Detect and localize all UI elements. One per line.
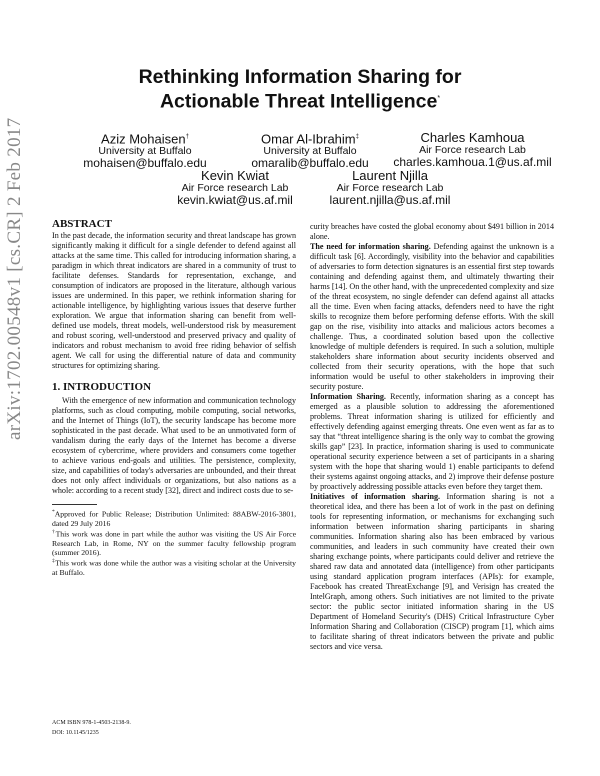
author-affiliation: Air Force research Lab [181,182,289,194]
abstract-heading: ABSTRACT [52,218,112,230]
abstract-text: In the past decade, the information security and threat landscape has grown significantly making it difficult for a single defender to defend against all attacks at the same time. This called for introducing information sharing, a paradigm in which threat indicators are shared in a community of trust to facilitate defenses. Standards for representation, exchange, and consumption of indicators are proposed in the literature, although various issues are undermined. In this paper, we rethink information sharing for actionable intelligence, by highlighting various issues that deserve further exploration. We argue that information sharing can benefit from well-defined use models, threat models, well-understood risk by measurement and robust scoring, well-understood and preserved privacy and quality of indicators and robust mechanism to avoid free riding behavior of selfish agent. We call for using the differential nature of data and community structures for optimizing sharing. [52,231,296,370]
footnote-1 [52,508,296,528]
author-affiliation: Air Force research Lab [336,182,444,194]
author-email: charles.kamhoua.1@us.af.mil [393,155,552,169]
init-paragraph [310,492,554,652]
need-heading: The need for information sharing. [310,242,431,251]
author-2 [225,130,395,170]
author-1 [60,130,230,170]
footnote-mark: † [52,528,56,535]
footnote-3 [52,557,296,577]
author-name: Aziz Mohaisen [101,131,186,147]
init-text: Information sharing is not a theoretical idea, and there has been a lot of work in the past on defining tools for representing information, or mechanisms for exchanging such information between information sharing participants in sharing communities. Information sharing also has been embraced by various communities, and leaders in such community have created their own sharing exchange points, where participants could deliver and retrieve the shared raw data and annotated data (intelligence) from other participants using standard application program interfaces (APIs): for example, Facebook has created ThreatExchange [9], and Verisign has created the IntelGraph, among others. Such initiatives are not limited to the private sector: the public sector initiated information sharing in the US Department of Homeland Security's (DHS) Critical Infrastructure Cyber Information Sharing and Collaboration (CISCP) program [1], which aims to facilitate sharing of threat indicators between the private and public sectors and vice versa. [310,492,554,651]
init-heading: Initiatives of information sharing. [310,492,441,501]
author-email: mohaisen@buffalo.edu [83,156,207,171]
title-mark: * [437,95,441,102]
paper-title [60,66,540,113]
is-paragraph [310,392,554,492]
footnotes [52,504,296,577]
author-3 [385,130,560,169]
author-email: laurent.njilla@us.af.mil [329,193,451,207]
author-name: Omar Al-Ibrahim [261,131,356,147]
right-para-0: curity breaches have costed the global economy about $491 billion in 2014 alone. [310,222,554,241]
author-mark: ‡ [355,134,359,140]
author-email: kevin.kwiat@us.af.mil [177,193,293,207]
author-4 [150,168,320,207]
title-line-2: Actionable Threat Intelligence [159,90,438,113]
acm-doi: DOI: 10.1145/1235 [52,730,99,736]
acm-isbn: ACM ISBN 978-1-4503-2138-9. [52,720,131,726]
footnote-2 [52,528,296,557]
is-heading: Information Sharing. [310,392,386,401]
left-column [52,219,296,577]
footnote-rule [52,504,97,505]
author-email: omaralib@buffalo.edu [251,156,369,171]
author-affiliation: Air Force research Lab [419,144,526,156]
footnote-text: This work was done in part while the author was visiting the US Air Force Research Lab, in Rome, NY on the summer faculty fellowship program (summer 2016). [52,529,296,557]
is-text: Recently, information sharing as a concept has emerged as a plausible solution to addressing the aforementioned problems. Threat information sharing is utilized for efficiently and effectively defending against emerging threats. One even went as far as to say that “threat intelligence sharing is the only way to combat the growing skills gap” [23]. In practice, information sharing is used to communicate operational security experience between a set of participants in a sharing system with the hope that sharing would 1) enable participants to defend their systems against ongoing attacks, and 2) improve their defense posture by proactively addressing possible attacks even before they target them. [310,392,554,491]
need-text: Defending against the unknown is a difficult task [6]. Accordingly, visibility into the behavior and capabilities of adversaries to form detection signatures is an essential first step towards containing and defending against them, and ultimately thwarting their harms [14]. On the other hand, with the unprecedented complexity and size of the threat ecosystem, no single defender can defend against all attacks all the time. Even when facing attacks, defenders need to have the right skills to recognize them before performing defense efforts. With the skill gap on the rise, visibility into attacks and malicious actors becomes a challenge. Thus, a coordinated solution based upon the collective knowledge of multiple defenders is required. In such a solution, multiple stakeholders share information about security incidents observed and collected from their security operations, with the hope that such information would be useful to other stakeholders in improving their security posture. [310,242,554,391]
acm-info [52,718,131,738]
author-name: Kevin Kwiat [201,168,269,183]
author-name: Charles Kamhoua [420,130,525,145]
footnote-text: This work was done while the author was a visiting scholar at the University at Buffalo. [52,558,296,577]
title-line-1: Rethinking Information Sharing for [138,66,462,88]
author-mark: † [185,134,189,140]
need-paragraph [310,242,554,392]
footnote-text: Approved for Public Release; Distribution Unlimited: 88ABW-2016-3801, dated 29 July 2016 [52,509,296,528]
arxiv-stamp: arXiv:1702.00548v1 [cs.CR] 2 Feb 2017 [4,117,25,440]
footnote-mark: * [52,509,55,515]
intro-text: With the emergence of new information and communication technology platforms, such as cloud computing, mobile computing, social networks, and the Internet of Things (IoT), the security landscape has become more sophisticated in the past decade. What used to be an unmotivated form of vandalism during the early days of the Internet has become a diverse ecosystem of cybercrime, where providers and consumers come together to achieve various end-goals and utilities. The persistence, complexity, size, and capabilities of today's adversaries are unbounded, and their threat does not only affect individuals or organizations, but also nations as a whole: according to a recent study [32], direct and indirect costs due to se- [52,396,296,495]
footnote-mark: ‡ [52,558,56,565]
author-name: Laurent Njilla [352,168,428,183]
author-affiliation: University at Buffalo [263,145,357,158]
author-affiliation: University at Buffalo [98,145,192,158]
intro-heading: 1. INTRODUCTION [52,381,152,393]
right-column [310,222,554,652]
author-5 [305,168,475,207]
